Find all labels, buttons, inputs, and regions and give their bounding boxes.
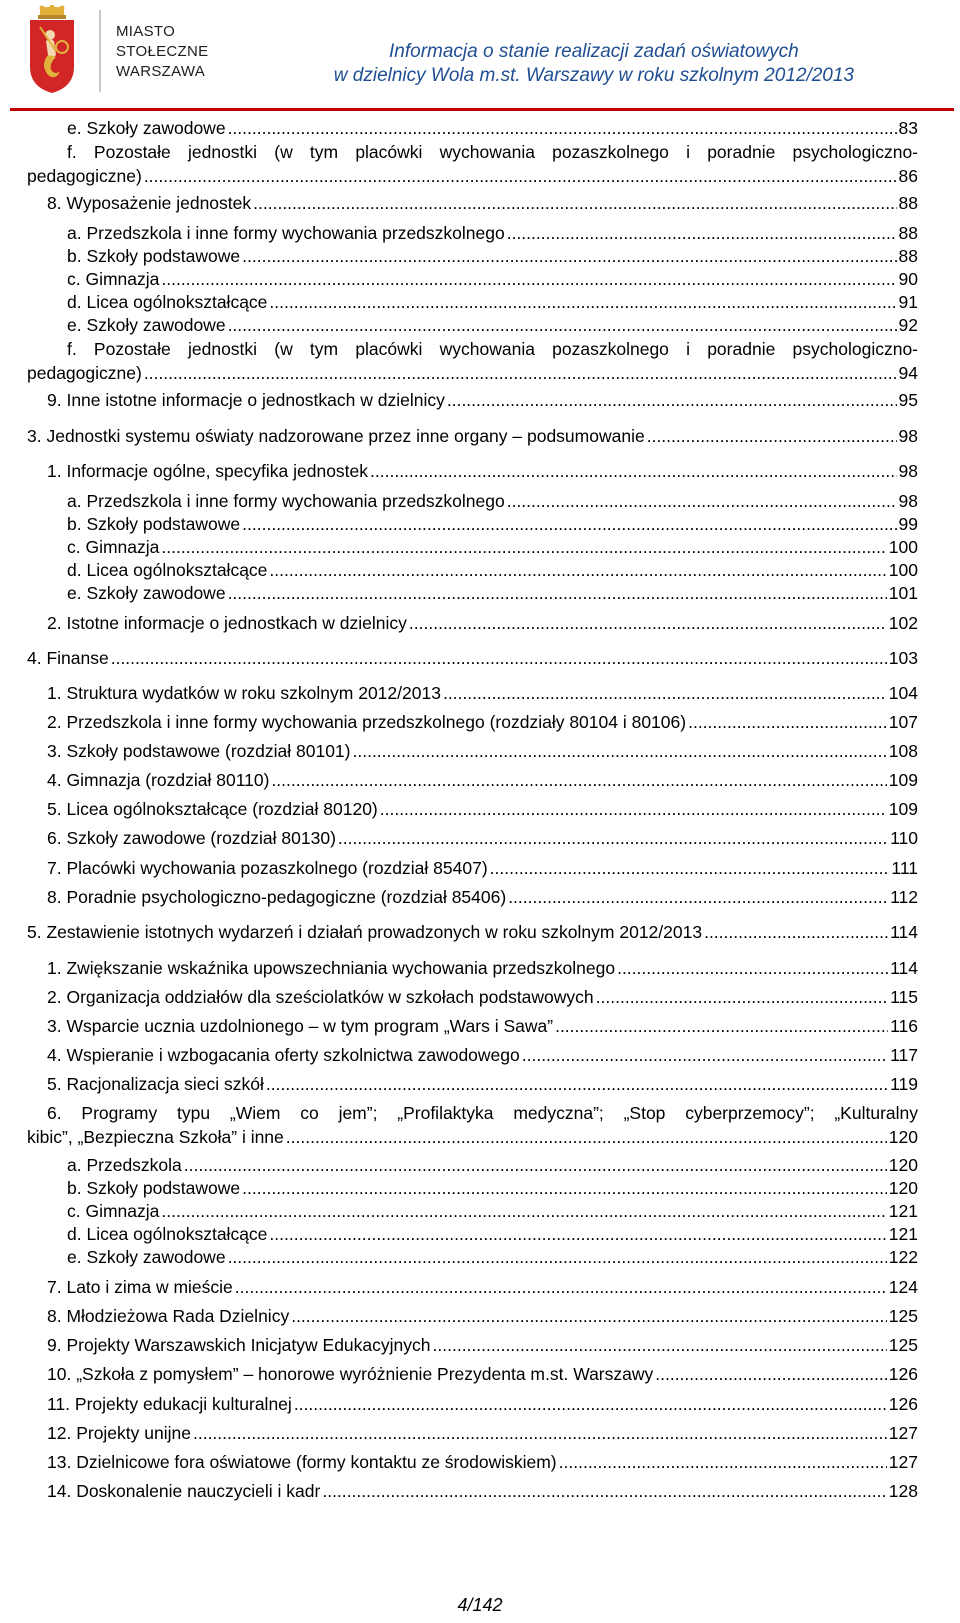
toc-page-number: 120 <box>888 1178 918 1198</box>
toc-entry-title: e. Szkoły zawodowe <box>67 583 226 603</box>
toc-page-number: 98 <box>898 461 918 481</box>
dot-leader <box>253 191 896 215</box>
dot-leader <box>271 768 886 792</box>
toc-page-number: 120 <box>888 1155 918 1175</box>
toc-page-number: 126 <box>888 1364 918 1384</box>
toc-page-number: 103 <box>888 648 918 668</box>
toc-entry[interactable] <box>47 797 918 821</box>
toc-entry-title: 12. Projekty unijne <box>47 1423 191 1443</box>
toc-entry[interactable] <box>67 290 918 314</box>
dot-leader <box>370 459 897 483</box>
toc-page-number: 100 <box>888 537 918 557</box>
toc-page-number: 88 <box>898 246 918 266</box>
toc-entry[interactable] <box>47 459 918 483</box>
toc-entry[interactable] <box>67 581 918 605</box>
toc-page-number: 94 <box>898 363 918 383</box>
toc-entry-title: e. Szkoły zawodowe <box>67 1247 226 1267</box>
toc-entry-title: 1. Informacje ogólne, specyfika jednostek <box>47 461 369 481</box>
toc-page-number: 127 <box>888 1423 918 1443</box>
toc-entry-title: 8. Młodzieżowa Rada Dzielnicy <box>47 1306 290 1326</box>
toc-entry[interactable] <box>47 985 918 1009</box>
dot-leader <box>443 681 887 705</box>
toc-entry-title-continued: kibic”, „Bezpieczna Szkoła” i inne <box>27 1127 284 1147</box>
toc-entry[interactable] <box>67 512 918 536</box>
toc-entry[interactable] <box>67 1153 918 1177</box>
toc-entry-title: b. Szkoły podstawowe <box>67 1178 241 1198</box>
toc-entry-title: 5. Licea ogólnokształcące (rozdział 80120) <box>47 799 378 819</box>
toc-entry-title: 11. Projekty edukacji kulturalnej <box>47 1394 292 1414</box>
toc-entry[interactable] <box>47 1014 918 1038</box>
toc-entry-title: 2. Przedszkola i inne formy wychowania przedszkolnego (rozdziały 80104 i 80106) <box>47 712 687 732</box>
toc-page-number: 92 <box>898 315 918 335</box>
toc-entry[interactable] <box>67 313 918 337</box>
toc-entry[interactable] <box>47 1304 918 1328</box>
dot-leader <box>704 920 888 944</box>
toc-entry-title: 9. Projekty Warszawskich Inicjatyw Edukacyjnych <box>47 1335 431 1355</box>
dot-leader <box>338 826 888 850</box>
toc-entry-title: d. Licea ogólnokształcące <box>67 292 268 312</box>
toc-entry[interactable] <box>47 856 918 880</box>
toc-entry-title-continued: pedagogiczne) <box>27 166 142 186</box>
dot-leader <box>617 956 888 980</box>
dot-leader <box>286 1125 887 1149</box>
dot-leader <box>144 164 897 188</box>
dot-leader <box>647 424 897 448</box>
toc-page-number: 83 <box>898 118 918 138</box>
toc-entry-title: 14. Doskonalenie nauczycieli i kadr <box>47 1481 321 1501</box>
page-number: 4/142 <box>457 1595 503 1615</box>
dot-leader <box>555 1014 888 1038</box>
toc-page-number: 115 <box>890 987 918 1007</box>
toc-entry[interactable] <box>27 140 918 188</box>
dot-leader <box>242 512 896 536</box>
toc-entry-title: a. Przedszkola i inne formy wychowania przedszkolnego <box>67 223 505 243</box>
toc-entry-title: 8. Wyposażenie jednostek <box>47 193 252 213</box>
toc-entry[interactable] <box>47 956 918 980</box>
dot-leader <box>228 116 897 140</box>
toc-entry[interactable] <box>27 646 918 670</box>
toc-page-number: 114 <box>890 958 918 978</box>
toc-entry[interactable] <box>27 337 918 385</box>
dot-leader <box>161 1199 886 1223</box>
toc-page-number: 116 <box>890 1016 918 1036</box>
dot-leader <box>522 1043 888 1067</box>
dot-leader <box>409 611 887 635</box>
toc-page-number: 107 <box>888 712 918 732</box>
toc-entry-title: a. Przedszkola i inne formy wychowania przedszkolnego <box>67 491 505 511</box>
header-rule <box>10 108 954 111</box>
toc-entry[interactable] <box>67 1222 918 1246</box>
toc-page-number: 117 <box>890 1045 918 1065</box>
dot-leader <box>559 1450 887 1474</box>
dot-leader <box>269 290 896 314</box>
toc-entry[interactable] <box>67 221 918 245</box>
toc-entry[interactable] <box>67 489 918 513</box>
dot-leader <box>193 1421 887 1445</box>
toc-entry-title: 1. Struktura wydatków w roku szkolnym 2012/2013 <box>47 683 441 703</box>
dot-leader <box>447 388 897 412</box>
toc-entry[interactable] <box>67 558 918 582</box>
toc-page-number: 86 <box>898 166 918 186</box>
toc-page-number: 120 <box>888 1127 918 1147</box>
dot-leader <box>228 1245 887 1269</box>
brand-name: MIASTO STOŁECZNE WARSZAWA <box>116 23 209 80</box>
dot-leader <box>242 244 896 268</box>
toc-entry-title: 3. Wsparcie ucznia uzdolnionego – w tym program „Wars i Sawa” <box>47 1016 554 1036</box>
toc-entry-title: 6. Szkoły zawodowe (rozdział 80130) <box>47 828 336 848</box>
toc-entry-title: b. Szkoły podstawowe <box>67 514 241 534</box>
toc-entry-title: 4. Gimnazja (rozdział 80110) <box>47 770 270 790</box>
toc-entry[interactable] <box>47 1362 918 1386</box>
dot-leader <box>144 361 897 385</box>
toc-page-number: 98 <box>898 491 918 511</box>
toc-entry-title-continued: pedagogiczne) <box>27 363 142 383</box>
toc-entry[interactable] <box>47 826 918 850</box>
dot-leader <box>294 1392 887 1416</box>
toc-entry[interactable] <box>47 710 918 734</box>
toc-page-number: 125 <box>888 1306 918 1326</box>
warsaw-coat-of-arms-icon <box>26 5 78 95</box>
toc-entry-title: d. Licea ogólnokształcące <box>67 1224 268 1244</box>
toc-entry[interactable] <box>67 535 918 559</box>
dot-leader <box>161 267 896 291</box>
toc-entry[interactable] <box>27 424 918 448</box>
toc-entry[interactable] <box>47 1479 918 1503</box>
toc-entry-title: 2. Istotne informacje o jednostkach w dzielnicy <box>47 613 407 633</box>
page-header <box>0 0 960 116</box>
toc-entry-title: 10. „Szkoła z pomysłem” – honorowe wyróżnienie Prezydenta m.st. Warszawy <box>47 1364 654 1384</box>
toc-page-number: 104 <box>888 683 918 703</box>
toc-page-number: 119 <box>890 1074 918 1094</box>
toc-entry-title: 5. Zestawienie istotnych wydarzeń i działań prowadzonych w roku szkolnym 2012/2013 <box>27 922 703 942</box>
toc-page-number: 112 <box>890 887 918 907</box>
toc-page-number: 122 <box>888 1247 918 1267</box>
toc-entry[interactable] <box>27 1101 918 1149</box>
dot-leader <box>228 313 897 337</box>
toc-page-number: 98 <box>898 426 918 446</box>
toc-entry-title: d. Licea ogólnokształcące <box>67 560 268 580</box>
toc-entry-title: 8. Poradnie psychologiczno-pedagogiczne (rozdział 85406) <box>47 887 507 907</box>
toc-entry[interactable] <box>47 1392 918 1416</box>
toc-entry-title: 7. Placówki wychowania pozaszkolnego (rozdział 85407) <box>47 858 488 878</box>
toc-page-number: 102 <box>888 613 918 633</box>
document-title: Informacja o stanie realizacji zadań oświatowych w dzielnicy Wola m.st. Warszawy w roku szkolnym 2012/2013 <box>333 41 854 86</box>
toc-entry[interactable] <box>47 681 918 705</box>
dot-leader <box>161 535 886 559</box>
toc-entry-title: c. Gimnazja <box>67 537 160 557</box>
dot-leader <box>596 985 888 1009</box>
toc-entry[interactable] <box>67 116 918 140</box>
toc-entry[interactable] <box>47 768 918 792</box>
toc-entry[interactable] <box>47 388 918 412</box>
toc-page-number: 109 <box>888 799 918 819</box>
dot-leader <box>242 1176 887 1200</box>
toc-entry[interactable] <box>67 1176 918 1200</box>
toc-page-number: 109 <box>888 770 918 790</box>
toc-entry-title: 7. Lato i zima w mieście <box>47 1277 233 1297</box>
dot-leader <box>655 1362 887 1386</box>
dot-leader <box>508 885 888 909</box>
toc-entry[interactable] <box>47 1072 918 1096</box>
toc-page-number: 90 <box>898 269 918 289</box>
toc-entry-title: e. Szkoły zawodowe <box>67 315 226 335</box>
dot-leader <box>184 1153 887 1177</box>
toc-entry-title: b. Szkoły podstawowe <box>67 246 241 266</box>
toc-entry[interactable] <box>47 739 918 763</box>
toc-entry-title: 5. Racjonalizacja sieci szkół <box>47 1074 264 1094</box>
toc-entry[interactable] <box>67 244 918 268</box>
dot-leader <box>291 1304 887 1328</box>
dot-leader <box>433 1333 887 1357</box>
toc-entry[interactable] <box>47 885 918 909</box>
toc-entry-title: f. Pozostałe jednostki (w tym placówki wychowania pozaszkolnego i poradnie psychologiczno- <box>67 142 918 162</box>
toc-page-number: 124 <box>888 1277 918 1297</box>
dot-leader <box>490 856 890 880</box>
toc-page-number: 95 <box>898 390 918 410</box>
toc-page-number: 108 <box>888 741 918 761</box>
dot-leader <box>688 710 887 734</box>
toc-entry-title: e. Szkoły zawodowe <box>67 118 226 138</box>
dot-leader <box>269 558 886 582</box>
toc-page-number: 126 <box>888 1394 918 1414</box>
toc-page-number: 100 <box>888 560 918 580</box>
toc-entry[interactable] <box>47 1450 918 1474</box>
toc-entry[interactable] <box>67 267 918 291</box>
toc-page-number: 110 <box>890 828 918 848</box>
toc-page-number: 91 <box>898 292 918 312</box>
toc-page-number: 128 <box>888 1481 918 1501</box>
toc-entry-title: 13. Dzielnicowe fora oświatowe (formy kontaktu ze środowiskiem) <box>47 1452 557 1472</box>
toc-page-number: 121 <box>888 1224 918 1244</box>
toc-page-number: 125 <box>888 1335 918 1355</box>
dot-leader <box>235 1275 887 1299</box>
toc-entry-title: 3. Szkoły podstawowe (rozdział 80101) <box>47 741 351 761</box>
dot-leader <box>380 797 887 821</box>
toc-page-number: 101 <box>888 583 918 603</box>
toc-entry[interactable] <box>47 1043 918 1067</box>
toc-page-number: 99 <box>898 514 918 534</box>
dot-leader <box>269 1222 886 1246</box>
dot-leader <box>322 1479 886 1503</box>
toc-entry[interactable] <box>47 1333 918 1357</box>
dot-leader <box>228 581 887 605</box>
toc-entry[interactable] <box>27 920 918 944</box>
toc-entry-title: 1. Zwiększanie wskaźnika upowszechniania wychowania przedszkolnego <box>47 958 616 978</box>
toc-entry-title: c. Gimnazja <box>67 1201 160 1221</box>
toc-page-number: 127 <box>888 1452 918 1472</box>
toc-entry[interactable] <box>47 611 918 635</box>
toc-entry-title: 3. Jednostki systemu oświaty nadzorowane przez inne organy – podsumowanie <box>27 426 645 446</box>
toc-entry-title: f. Pozostałe jednostki (w tym placówki wychowania pozaszkolnego i poradnie psychologiczno- <box>67 339 918 359</box>
toc-entry[interactable] <box>47 191 918 215</box>
toc-entry-title: 9. Inne istotne informacje o jednostkach w dzielnicy <box>47 390 445 410</box>
toc-entry[interactable] <box>47 1421 918 1445</box>
toc-entry[interactable] <box>67 1245 918 1269</box>
toc-entry-title: 4. Finanse <box>27 648 109 668</box>
toc-entry-title: 4. Wspieranie i wzbogacania oferty szkolnictwa zawodowego <box>47 1045 520 1065</box>
toc-page-number: 88 <box>898 193 918 213</box>
toc-entry-title: c. Gimnazja <box>67 269 160 289</box>
toc-page-number: 111 <box>891 858 918 878</box>
toc-page-number: 114 <box>890 922 918 942</box>
toc-entry-title: 2. Organizacja oddziałów dla sześciolatków w szkołach podstawowych <box>47 987 594 1007</box>
dot-leader <box>266 1072 888 1096</box>
dot-leader <box>507 489 897 513</box>
toc-page-number: 88 <box>898 223 918 243</box>
toc-entry-title: 6. Programy typu „Wiem co jem”; „Profilaktyka medyczna”; „Stop cyberprzemocy”; „Kulturalny <box>47 1103 918 1123</box>
dot-leader <box>507 221 897 245</box>
dot-leader <box>111 646 887 670</box>
toc-entry[interactable] <box>67 1199 918 1223</box>
toc-entry-title: a. Przedszkola <box>67 1155 182 1175</box>
header-separator <box>99 10 101 92</box>
toc-page-number: 121 <box>888 1201 918 1221</box>
dot-leader <box>353 739 887 763</box>
toc-entry[interactable] <box>47 1275 918 1299</box>
